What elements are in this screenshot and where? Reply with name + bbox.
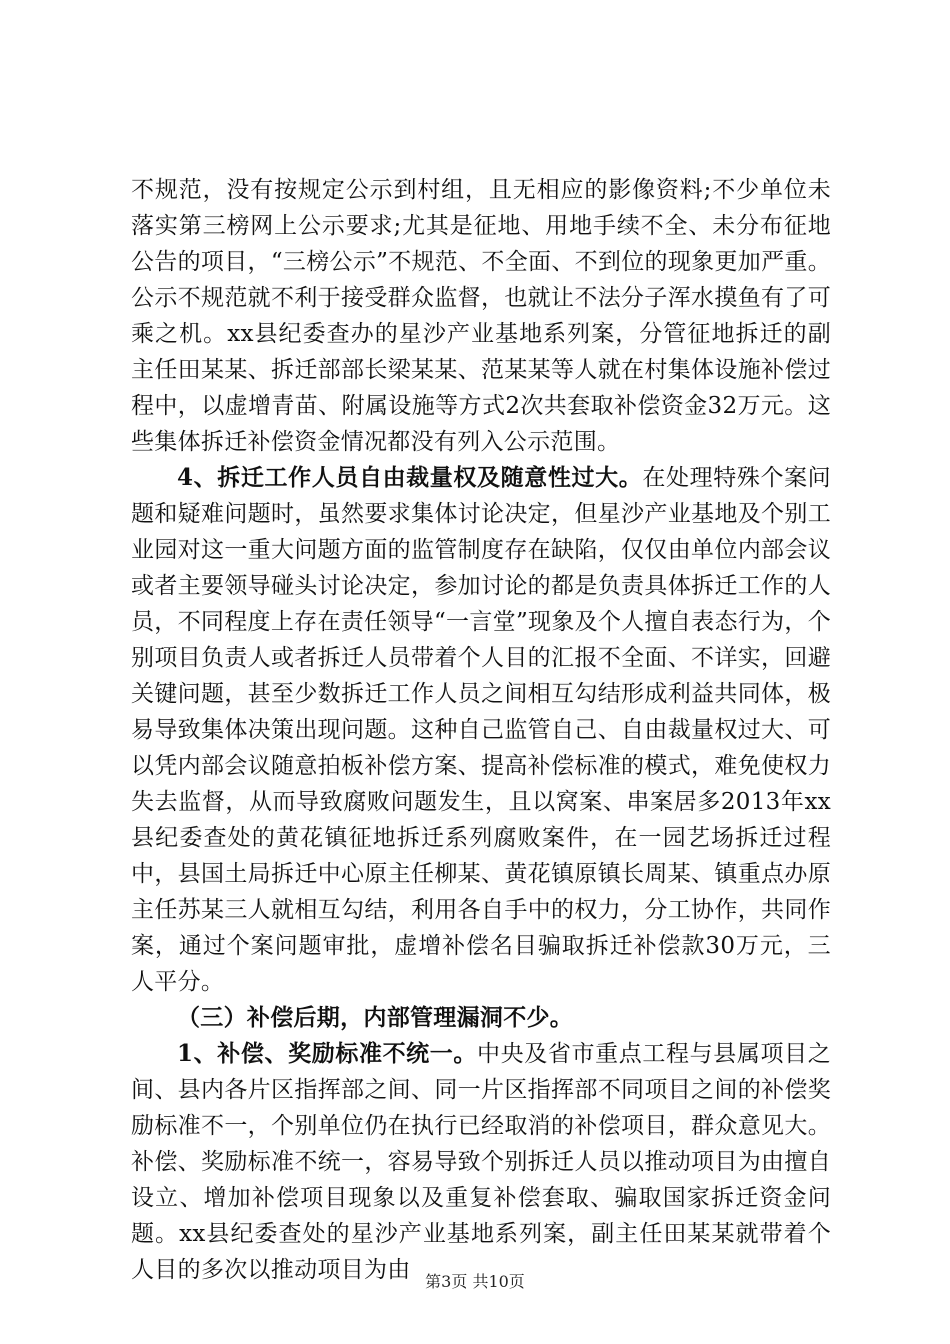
paragraph-continuation — [131, 172, 831, 460]
paragraph-standards — [131, 1036, 831, 1288]
paragraph-text: 不规范，没有按规定公示到村组，且无相应的影像资料;不少单位未落实第三榜网上公示要求;尤其是征地、用地手续不全、未分布征地公告的项目，“三榜公示”不规范、不全面、不到位的现象更加严重。公示不规范就不利于接受群众监督，也就让不法分子浑水摸鱼有了可乘之机。xx县纪委查办的星沙产业基地系列案，分管征地拆迁的副主任田某某、拆迁部部长梁某某、范某某等人就在村集体设施补偿过程中，以虚增青苗、附属设施等方式2次共套取补偿资金32万元。这些集体拆迁补偿资金情况都没有列入公示范围。 — [131, 177, 831, 455]
paragraph-text: 在处理特殊个案问题和疑难问题时，虽然要求集体讨论决定，但星沙产业基地及个别工业园对这一重大问题方面的监管制度存在缺陷，仅仅由单位内部会议或者主要领导碰头讨论决定，参加讨论的都是负责具体拆迁工作的人员，不同程度上存在责任领导“一言堂”现象及个人擅自表态行为，个别项目负责人或者拆迁人员带着个人目的汇报不全面、不详实，回避关键问题，甚至少数拆迁工作人员之间相互勾结形成利益共同体，极易导致集体决策出现问题。这种自己监管自己、自由裁量权过大、可以凭内部会议随意拍板补偿方案、提高补偿标准的模式，难免使权力失去监督，从而导致腐败问题发生，且以窝案、串案居多2013年xx县纪委查处的黄花镇征地拆迁系列腐败案件，在一园艺场拆迁过程中，县国土局拆迁中心原主任柳某、黄花镇原镇长周某、镇重点办原主任苏某三人就相互勾结，利用各自手中的权力，分工协作，共同作案，通过个案问题审批，虚增补偿名目骗取拆迁补偿款30万元，三人平分。 — [131, 465, 831, 995]
paragraph-heading: 1、补偿、奖励标准不统一。 — [177, 1040, 478, 1067]
section-heading: （三）补偿后期，内部管理漏洞不少。 — [177, 1004, 574, 1031]
paragraph-discretion — [131, 460, 831, 1000]
page-footer: 第3页 共10页 — [425, 1272, 525, 1291]
paragraph-heading: 4、拆迁工作人员自由裁量权及随意性过大。 — [177, 464, 643, 491]
body-text — [131, 172, 831, 1288]
paragraph-text: 中央及省市重点工程与县属项目之间、县内各片区指挥部之间、同一片区指挥部不同项目之间的补偿奖励标准不一，个别单位仍在执行已经取消的补偿项目，群众意见大。补偿、奖励标准不统一，容易导致个别拆迁人员以推动项目为由擅自设立、增加补偿项目现象以及重复补偿套取、骗取国家拆迁资金问题。xx县纪委查处的星沙产业基地系列案，副主任田某某就带着个人目的多次以推动项目为由 — [131, 1041, 832, 1283]
